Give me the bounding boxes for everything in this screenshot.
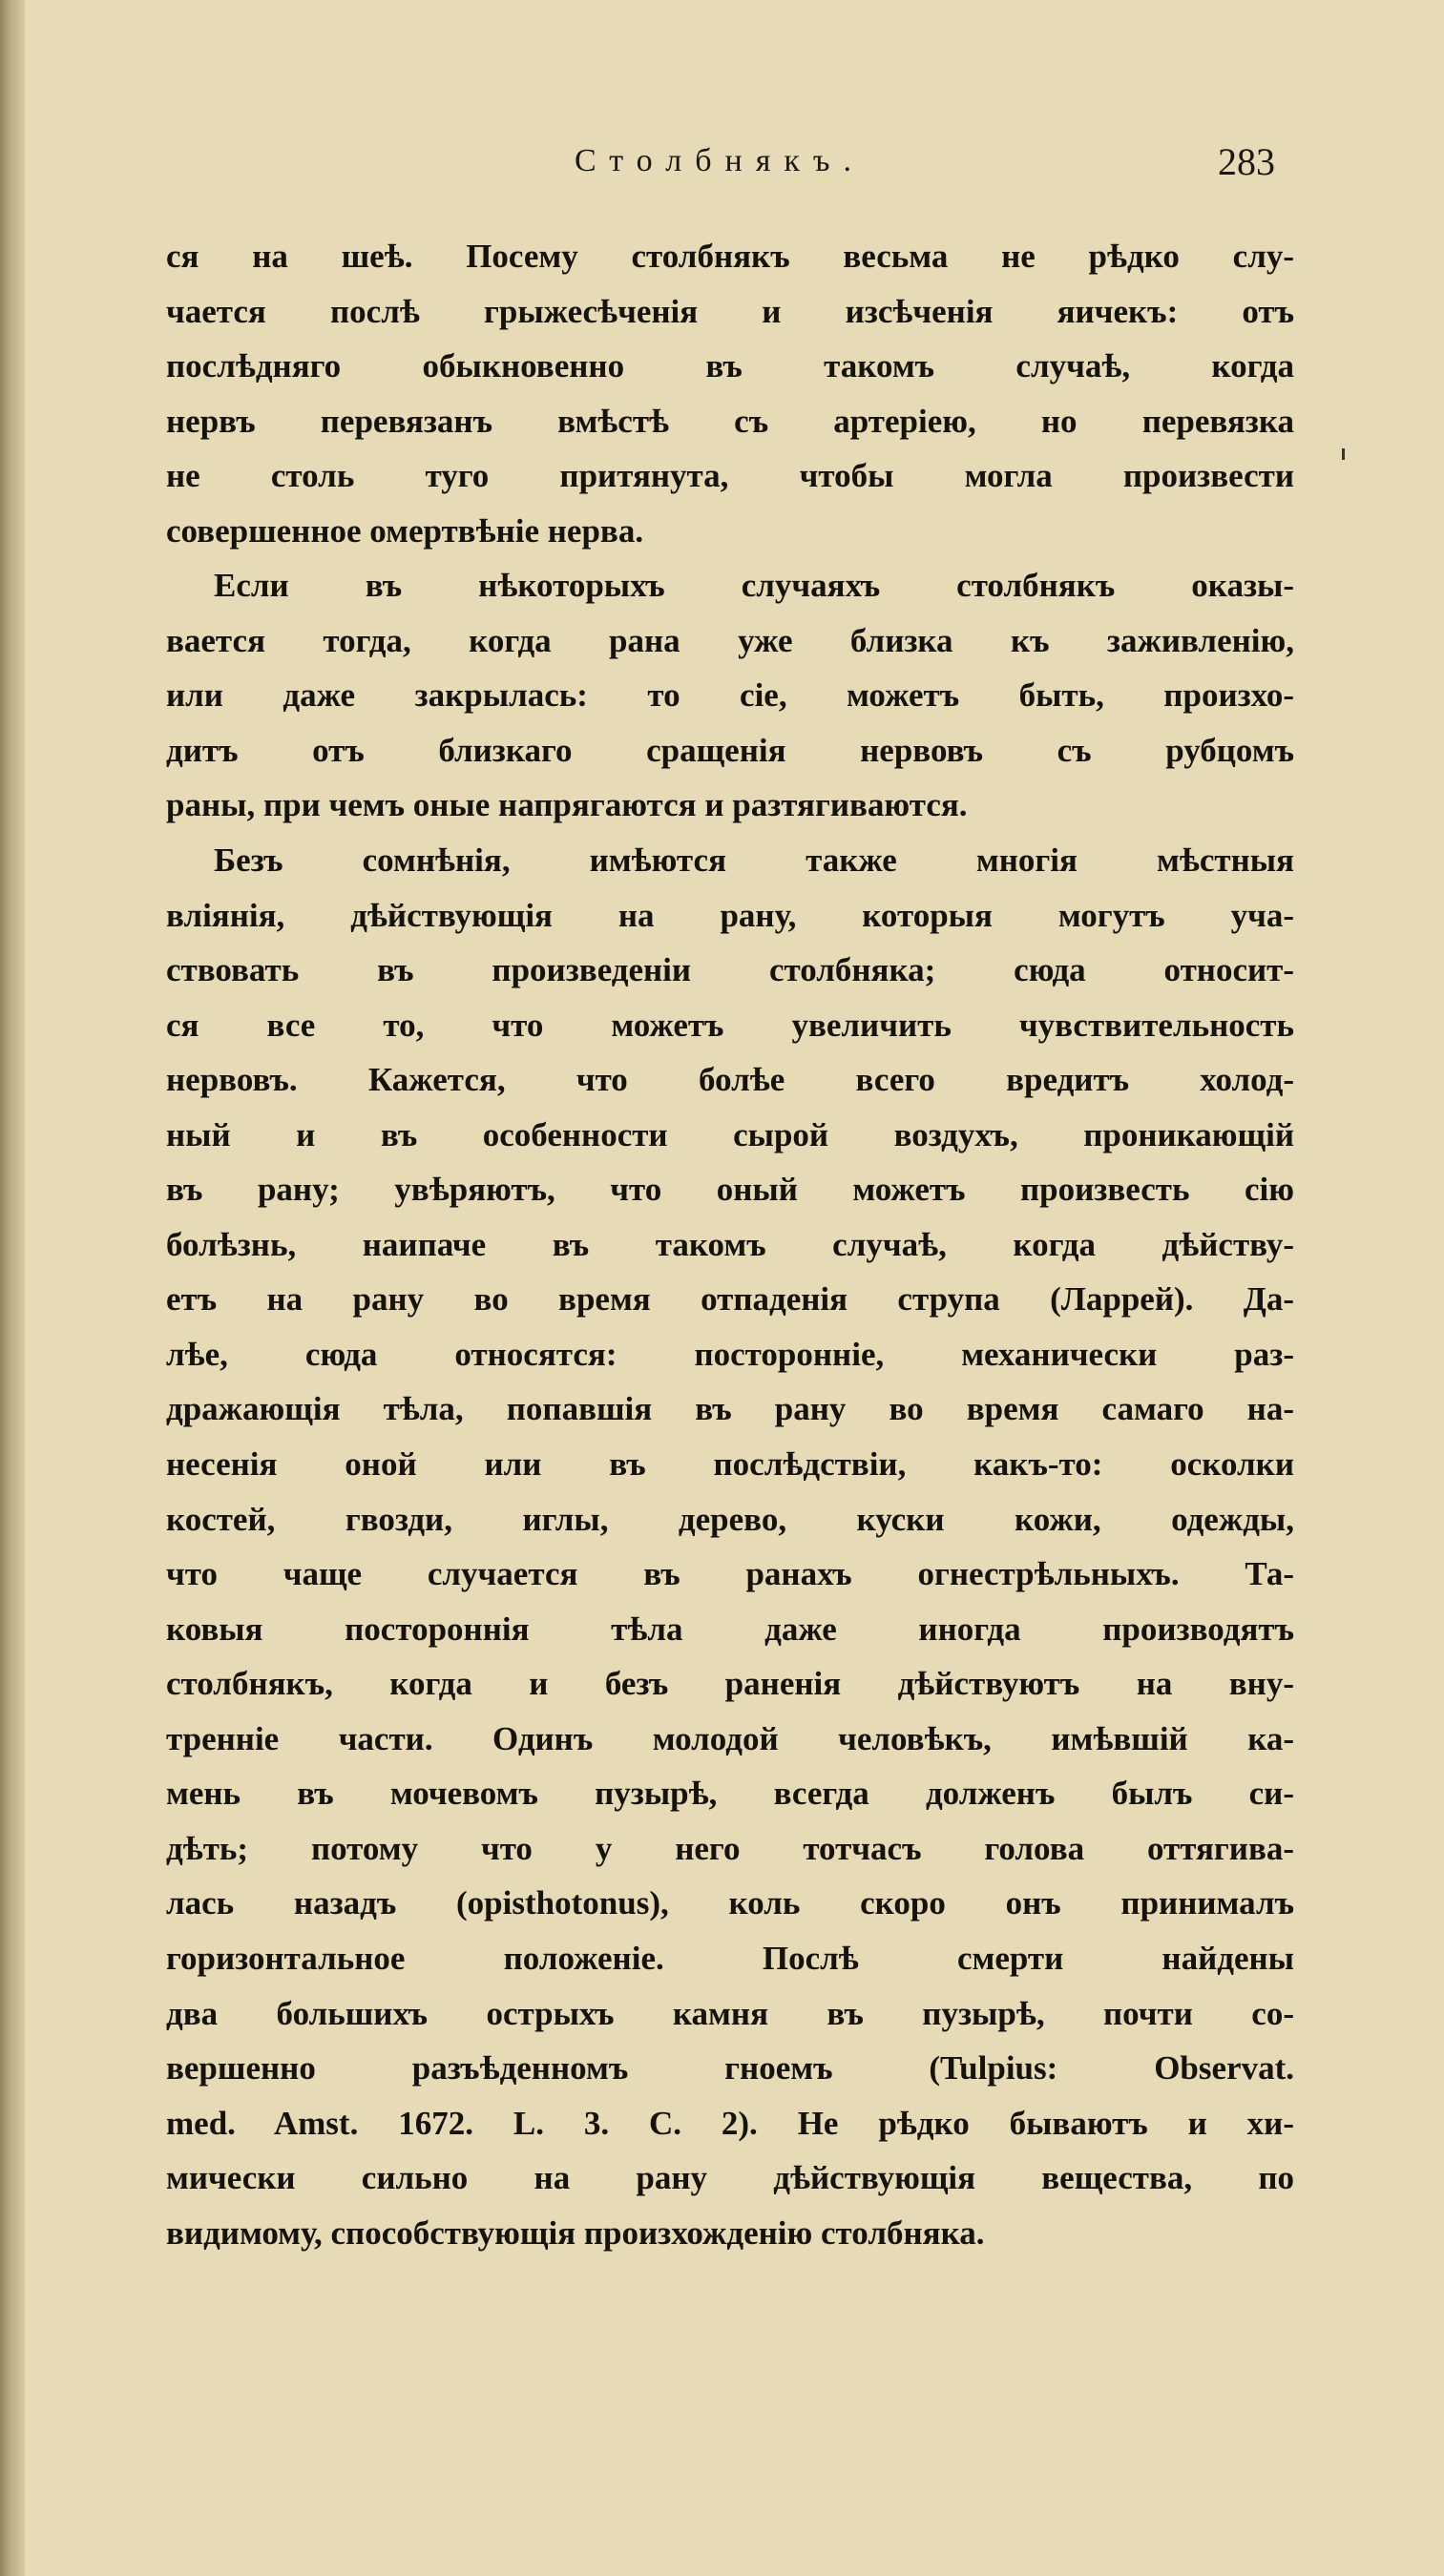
text-line: мень въ мочевомъ пузырѣ, всегда долженъ былъ си- [166, 1775, 1294, 1813]
text-line: тренніе части. Одинъ молодой человѣкъ, имѣвшій ка- [166, 1719, 1294, 1757]
text-line: мически сильно на рану дѣйствующія вещества, по [166, 2159, 1294, 2197]
text-line: въ рану; увѣряютъ, что оный можетъ произвесть сію [166, 1171, 1294, 1209]
text-line: лась назадъ (opisthotonus), коль скоро онъ принималъ [166, 1884, 1294, 1922]
running-title: Столбнякъ. [575, 143, 865, 178]
paragraph-start: Если въ нѣкоторыхъ случаяхъ столбнякъ оказы- [214, 567, 1294, 605]
text-line: видимому, способствующія произхожденію столбняка. [166, 2213, 985, 2252]
text-line: ся все то, что можетъ увеличить чувствительность [166, 1006, 1294, 1044]
text-line: ковыя постороннія тѣла даже иногда производятъ [166, 1610, 1294, 1648]
text-line: несенія оной или въ послѣдствіи, какъ-то: осколки [166, 1445, 1294, 1484]
text-line: чается послѣ грыжесѣченія и изсѣченія яичекъ: отъ [166, 292, 1294, 330]
text-line: вліянія, дѣйствующія на рану, которыя могутъ уча- [166, 896, 1294, 934]
text-line: нервовъ. Кажется, что болѣе всего вредитъ холод- [166, 1061, 1294, 1099]
text-line: дѣть; потому что у него тотчасъ голова оттягива- [166, 1829, 1294, 1867]
text-line: послѣдняго обыкновенно въ такомъ случаѣ, когда [166, 347, 1294, 385]
text-line: вершенно разъѣденномъ гноемъ (Tulpius: Observat. [166, 2049, 1294, 2088]
text-line: лѣе, сюда относятся: посторонніе, механически раз- [166, 1335, 1294, 1373]
text-line: болѣзнь, наипаче въ такомъ случаѣ, когда дѣйству- [166, 1225, 1294, 1263]
text-line: ствовать въ произведеніи столбняка; сюда относит- [166, 951, 1294, 989]
text-line: нервъ перевязанъ вмѣстѣ съ артеріею, но перевязка [166, 402, 1294, 440]
page-number: 283 [1218, 140, 1275, 183]
paragraph-start: Безъ сомнѣнія, имѣются также многія мѣстныя [214, 841, 1294, 880]
page-body [166, 229, 1294, 2260]
text-line: ся на шеѣ. Посему столбнякъ весьма не рѣдко слу- [166, 238, 1294, 275]
text-line: раны, при чемъ оные напрягаются и разтягиваются. [166, 786, 968, 824]
margin-mark [1342, 448, 1345, 460]
text-line: два большихъ острыхъ камня въ пузырѣ, почти со- [166, 1994, 1294, 2032]
text-line: что чаще случается въ ранахъ огнестрѣльныхъ. Та- [166, 1555, 1294, 1593]
text-line: вается тогда, когда рана уже близка къ заживленію, [166, 621, 1294, 659]
text-line: ный и въ особенности сырой воздухъ, проникающій [166, 1115, 1294, 1153]
page-gutter [0, 0, 25, 2576]
text-line: не столь туго притянута, чтобы могла произвести [166, 457, 1294, 495]
text-line: етъ на рану во время отпаденія струпа (Ларрей). Да- [166, 1280, 1294, 1319]
text-line: дражающія тѣла, попавшія въ рану во время самаго на- [166, 1390, 1294, 1428]
page-header [0, 140, 1444, 191]
text-line: горизонтальное положеніе. Послѣ смерти найдены [166, 1939, 1294, 1977]
text-line: или даже закрылась: то сіе, можетъ быть, произхо- [166, 676, 1294, 715]
text-line: совершенное омертвѣніе нерва. [166, 511, 644, 550]
text-line: дитъ отъ близкаго сращенія нервовъ съ рубцомъ [166, 731, 1294, 769]
text-line: med. Amst. 1672. L. 3. C. 2). Не рѣдко бываютъ и хи- [166, 2104, 1294, 2142]
text-line: костей, гвозди, иглы, дерево, куски кожи, одежды, [166, 1500, 1294, 1538]
text-line: столбнякъ, когда и безъ раненія дѣйствуютъ на вну- [166, 1665, 1294, 1703]
